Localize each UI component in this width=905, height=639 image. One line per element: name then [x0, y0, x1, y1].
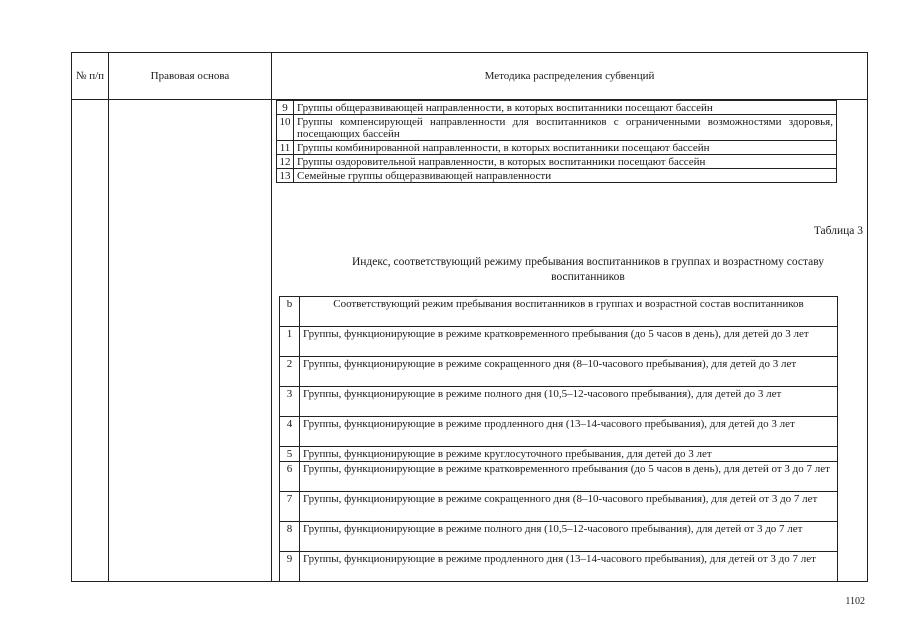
page-number: 1102: [845, 596, 865, 607]
column-divider: [271, 53, 272, 581]
table-row: [277, 169, 837, 183]
index-table: [279, 296, 838, 582]
groups-table: [276, 100, 837, 183]
row-text: Группы, функционирующие в режиме продленного дня (13–14-часового пребывания), для детей от 3 до 7 лет: [300, 552, 838, 582]
row-number: 7: [280, 492, 300, 522]
row-number: 13: [277, 169, 294, 183]
row-number: 9: [280, 552, 300, 582]
row-text: Группы, функционирующие в режиме кратковременного пребывания (до 5 часов в день), для детей до 3 лет: [300, 327, 838, 357]
row-text: Группы, функционирующие в режиме полного дня (10,5–12-часового пребывания), для детей до 3 лет: [300, 387, 838, 417]
table-row: [280, 522, 838, 552]
table-row: [280, 417, 838, 447]
header-method: Методика распределения субвенций: [484, 69, 655, 82]
row-text: Группы, функционирующие в режиме продленного дня (13–14-часового пребывания), для детей до 3 лет: [300, 417, 838, 447]
row-number: 6: [280, 462, 300, 492]
column-divider: [108, 53, 109, 581]
table-row: [280, 492, 838, 522]
row-text: Группы, функционирующие в режиме кратковременного пребывания (до 5 часов в день), для детей от 3 до 7 лет: [300, 462, 838, 492]
row-text: Группы оздоровительной направленности, в которых воспитанники посещают бассейн: [294, 155, 837, 169]
table-row: [280, 387, 838, 417]
row-number: 2: [280, 357, 300, 387]
header-number-cell: [72, 53, 108, 99]
row-text: Группы общеразвивающей направленности, в которых воспитанники посещают бассейн: [294, 101, 837, 115]
table-row: [280, 357, 838, 387]
table-title: Индекс, соответствующий режиму пребывания воспитанников в группах и возрастному составу воспитанников: [351, 256, 825, 283]
header-legal-basis: Правовая основа: [150, 69, 230, 82]
header-legal-cell: [109, 53, 271, 99]
row-number: 3: [280, 387, 300, 417]
table-row: [277, 155, 837, 169]
table-row: [280, 552, 838, 582]
row-text: Семейные группы общеразвивающей направленности: [294, 169, 837, 183]
row-text: Группы комбинированной направленности, в которых воспитанники посещают бассейн: [294, 141, 837, 155]
row-text: Группы, функционирующие в режиме сокращенного дня (8–10-часового пребывания), для детей от 3 до 7 лет: [300, 492, 838, 522]
table-header-row: [280, 297, 838, 327]
table-label: Таблица 3: [813, 225, 863, 237]
row-number: 11: [277, 141, 294, 155]
table-row: [277, 141, 837, 155]
header-description: Соответствующий режим пребывания воспитанников в группах и возрастной состав воспитанников: [300, 297, 838, 327]
row-text: Группы, функционирующие в режиме сокращенного дня (8–10-часового пребывания), для детей до 3 лет: [300, 357, 838, 387]
table-row: [280, 462, 838, 492]
row-text: Группы компенсирующей направленности для воспитанников с ограниченными возможностями здоровья, посещающих бассейн: [294, 115, 837, 141]
table-row: [277, 101, 837, 115]
row-number: 4: [280, 417, 300, 447]
header-index: b: [280, 297, 300, 327]
row-number: 12: [277, 155, 294, 169]
row-text: Группы, функционирующие в режиме полного дня (10,5–12-часового пребывания), для детей от 3 до 7 лет: [300, 522, 838, 552]
row-number: 1: [280, 327, 300, 357]
row-number: 10: [277, 115, 294, 141]
row-number: 9: [277, 101, 294, 115]
header-number: № п/п: [75, 69, 105, 82]
table-row: [280, 447, 838, 462]
row-number: 5: [280, 447, 300, 462]
row-number: 8: [280, 522, 300, 552]
table-row: [277, 115, 837, 141]
table-row: [280, 327, 838, 357]
row-text: Группы, функционирующие в режиме круглосуточного пребывания, для детей до 3 лет: [300, 447, 838, 462]
header-method-cell: [272, 53, 867, 99]
